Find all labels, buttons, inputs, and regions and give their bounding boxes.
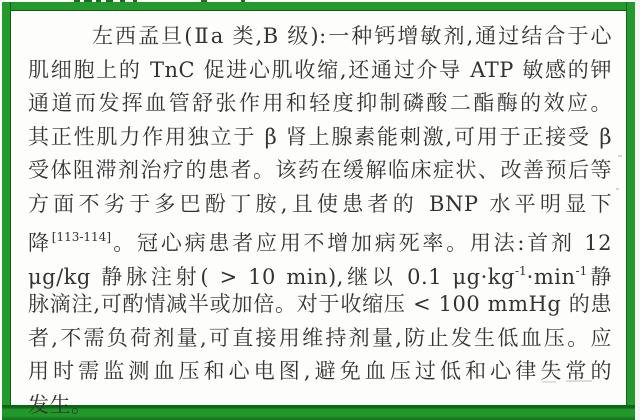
text-segment: 静 <box>587 264 613 289</box>
text-line <box>28 121 612 155</box>
text-line <box>28 54 612 88</box>
scan-artifact <box>616 188 619 190</box>
text-line <box>28 355 612 389</box>
text-segment: 降 <box>28 231 52 255</box>
text-line <box>28 255 612 289</box>
text-segment: 左西孟旦(Ⅱa 类,B 级):一种钙增敏剂,通过结合于心 <box>92 24 612 48</box>
superscript-reference: [113-114] <box>51 230 112 244</box>
right-white-margin <box>635 0 640 420</box>
text-segment: 肌细胞上的 TnC 促进心肌收缩,还通过介导 ATP 敏感的钾 <box>28 57 612 82</box>
paragraph <box>28 20 612 420</box>
text-line <box>28 87 612 121</box>
text-line <box>28 188 612 222</box>
text-line <box>28 322 612 356</box>
text-line <box>28 288 612 322</box>
scan-artifact <box>618 155 622 157</box>
text-segment: ·min <box>526 264 576 289</box>
text-segment: 者,不需负荷剂量,可直接用维持剂量,防止发生低血压。应 <box>28 325 612 350</box>
text-segment: 受体阻滞剂治疗的患者。该药在缓解临床症状、改善预后等 <box>28 158 612 182</box>
text-segment: μg/kg 静脉注射( > 10 min),继以 0.1 μg·kg <box>28 264 515 289</box>
frame-border-right <box>626 2 635 416</box>
superscript-exponent: -1 <box>575 263 588 278</box>
text-segment: 其正性肌力作用独立于 β 肾上腺素能刺激,可用于正接受 β <box>28 124 612 149</box>
superscript-exponent: -1 <box>514 263 527 278</box>
frame-border-left <box>2 2 11 416</box>
text-segment: 。冠心病患者应用不增加病死率。用法:首剂 12 <box>111 231 612 255</box>
text-line <box>28 154 612 188</box>
text-line <box>28 20 612 54</box>
frame-border-top <box>2 2 635 11</box>
text-segment: 发生。 <box>28 392 93 417</box>
text-segment: 脉滴注,可酌情减半或加倍。对于收缩压 < 100 mmHg 的患 <box>28 292 612 316</box>
text-segment: 通道而发挥血管舒张作用和轻度抑制磷酸二酯酶的效应。 <box>28 91 612 115</box>
text-line <box>28 389 612 420</box>
text-line <box>28 221 612 255</box>
text-segment: 方面不劣于多巴酚丁胺,且使患者的 BNP 水平明显下 <box>28 191 612 216</box>
text-segment: 用时需监测血压和心电图,避免血压过低和心律失常的 <box>28 359 612 383</box>
